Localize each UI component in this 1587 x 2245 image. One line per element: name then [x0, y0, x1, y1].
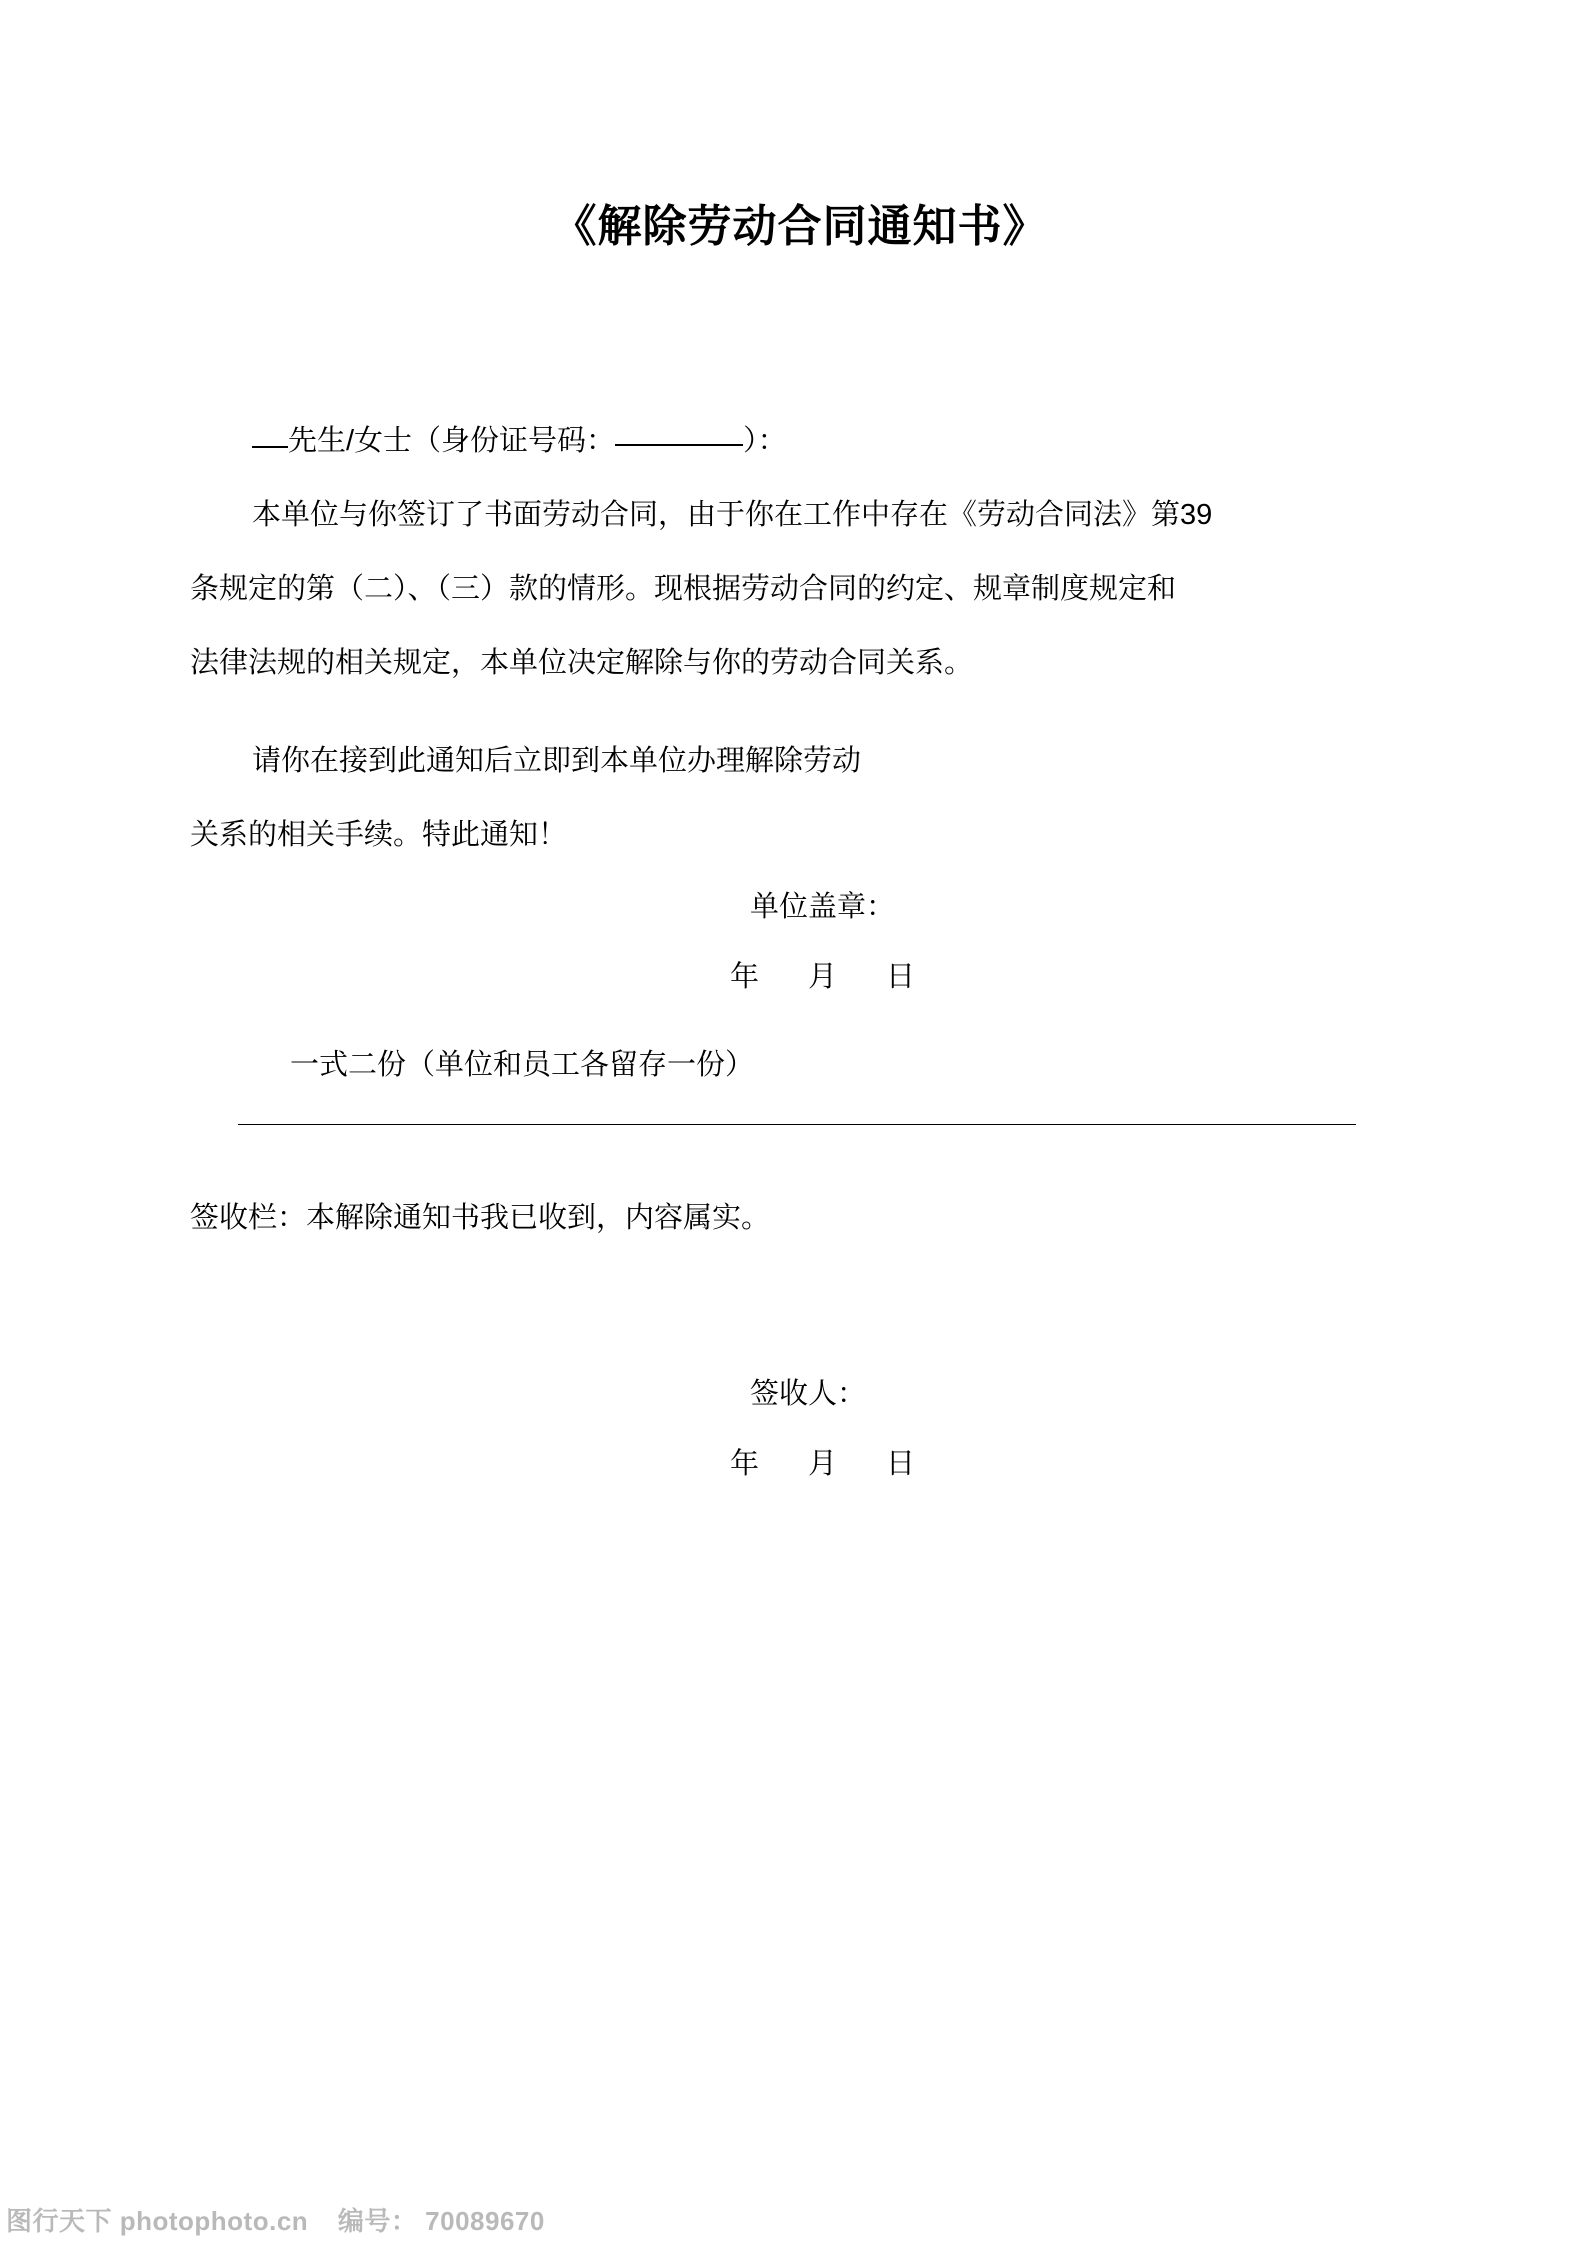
name-blank-field[interactable]	[252, 446, 288, 448]
signature-spacer	[190, 1253, 1400, 1359]
watermark-text	[0, 2201, 545, 2238]
copies-note: 一式二份（单位和员工各留存一份）	[290, 1049, 755, 1081]
document-body	[190, 190, 1400, 1499]
date-line-signer: 年 月 日	[730, 1448, 926, 1480]
receipt-section-label: 签收栏：本解除通知书我已收到，内容属实。	[190, 1202, 771, 1234]
paragraph1-line2: 条规定的第（二）、（三）款的情形。现根据劳动合同的约定、规章制度规定和	[190, 573, 1177, 605]
signer-label: 签收人：	[750, 1378, 867, 1410]
salutation-suffix: ）：	[743, 425, 787, 457]
salutation-line	[190, 404, 1400, 478]
paragraph1-line1: 本单位与你签订了书面劳动合同，由于你在工作中存在《劳动合同法》第39	[252, 499, 1213, 531]
watermark-bar	[0, 2193, 1587, 2245]
company-seal-label: 单位盖章：	[750, 891, 896, 923]
title-spacer	[190, 254, 1400, 404]
id-number-blank-field[interactable]	[615, 444, 743, 446]
salutation-prefix: 先生/女士（身份证号码：	[288, 425, 616, 457]
paragraph1-line3: 法律法规的相关规定，本单位决定解除与你的劳动合同关系。	[190, 647, 974, 679]
divider	[238, 1124, 1356, 1125]
watermark-id-value: 70089670	[425, 2205, 545, 2236]
watermark-id-label: 编号：	[337, 2205, 418, 2236]
paragraph2-line1: 请你在接到此通知后立即到本单位办理解除劳动	[252, 745, 862, 777]
watermark-site: 图行天下 photophoto.cn	[6, 2205, 309, 2236]
page-title: 《解除劳动合同通知书》	[552, 202, 1048, 251]
paragraph2-line2: 关系的相关手续。特此通知！	[190, 819, 568, 851]
date-line-company: 年 月 日	[730, 961, 926, 993]
